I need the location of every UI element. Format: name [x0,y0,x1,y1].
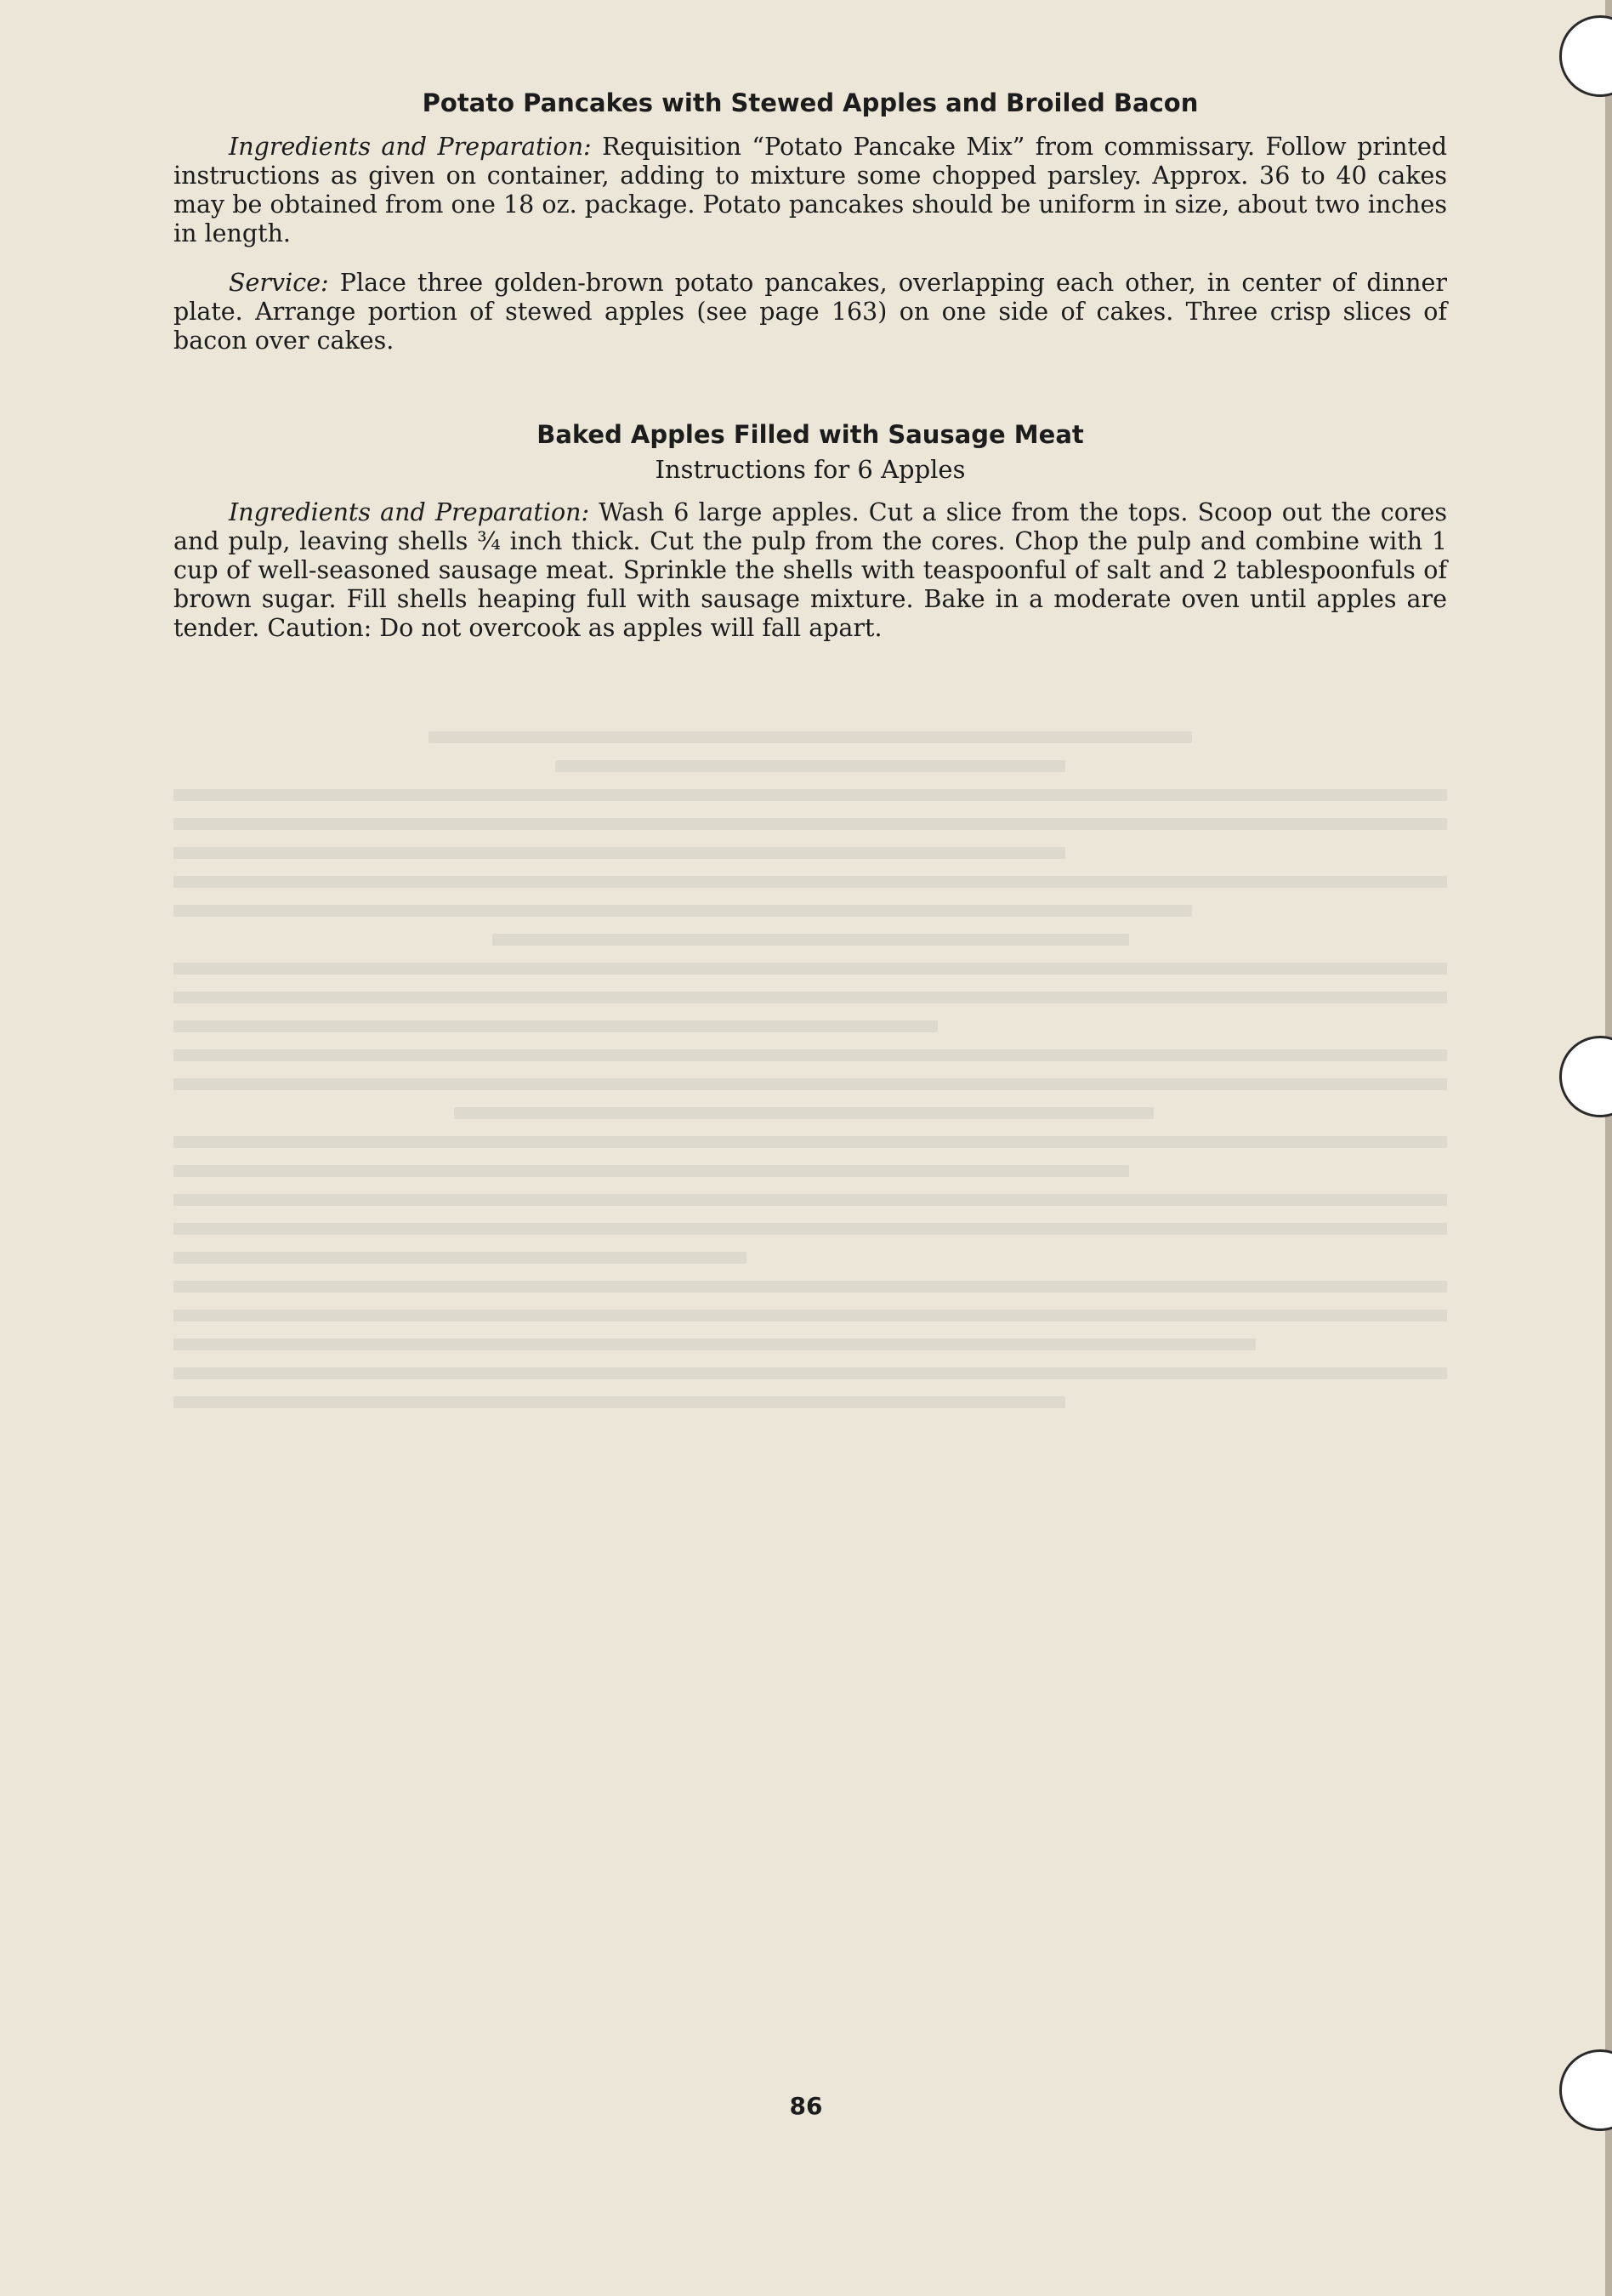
punch-hole-top [1559,15,1612,97]
paragraph-lead: Ingredients and Preparation: [229,133,592,161]
recipe-baked-apples [173,417,1447,643]
ingredients-preparation-paragraph [173,133,1447,248]
recipe-potato-pancakes [173,85,1447,355]
paragraph-text: Place three golden-brown potato pancakes, overlapping each other, in center of dinner plate. Arrange portion of stewed apples (see page 163) on one side of cakes. Three crisp slices of bacon over cakes. [173,269,1447,355]
recipe-subtitle: Instructions for 6 Apples [655,455,966,484]
paper-edge [1605,0,1612,2296]
paragraph-lead: Ingredients and Preparation: [229,498,590,526]
recipe-title: Baked Apples Filled with Sausage Meat [536,420,1084,449]
paragraph-text: Requisition “Potato Pancake Mix” from commissary. Follow printed instructions as given on container, adding to mixture some chopped parsley. Approx. 36 to 40 cakes may be obtained from one 18 oz. package. Potato pancakes should be uniform in size, about two inches in length. [173,133,1448,247]
page-number: 86 [789,2092,823,2120]
show-through-text [173,731,1447,2024]
page-content [173,85,1447,643]
ingredients-preparation-paragraph [173,498,1447,643]
service-paragraph [173,269,1447,355]
recipe-title: Potato Pancakes with Stewed Apples and Broiled Bacon [422,88,1199,117]
punch-hole-middle [1559,1036,1612,1117]
paragraph-lead: Service: [229,269,329,297]
paragraph-text: Wash 6 large apples. Cut a slice from the tops. Scoop out the cores and pulp, leaving shells ¾ inch thick. Cut the pulp from the cores. Chop the pulp and combine with 1 cup of well-seasoned sausage meat. Sprinkle the shells with teaspoonful of salt and 2 tablespoonfuls of brown sugar. Fill shells heaping full with sausage mixture. Bake in a moderate oven until apples are tender. Caution: Do not overcook as apples will fall apart. [173,498,1447,642]
